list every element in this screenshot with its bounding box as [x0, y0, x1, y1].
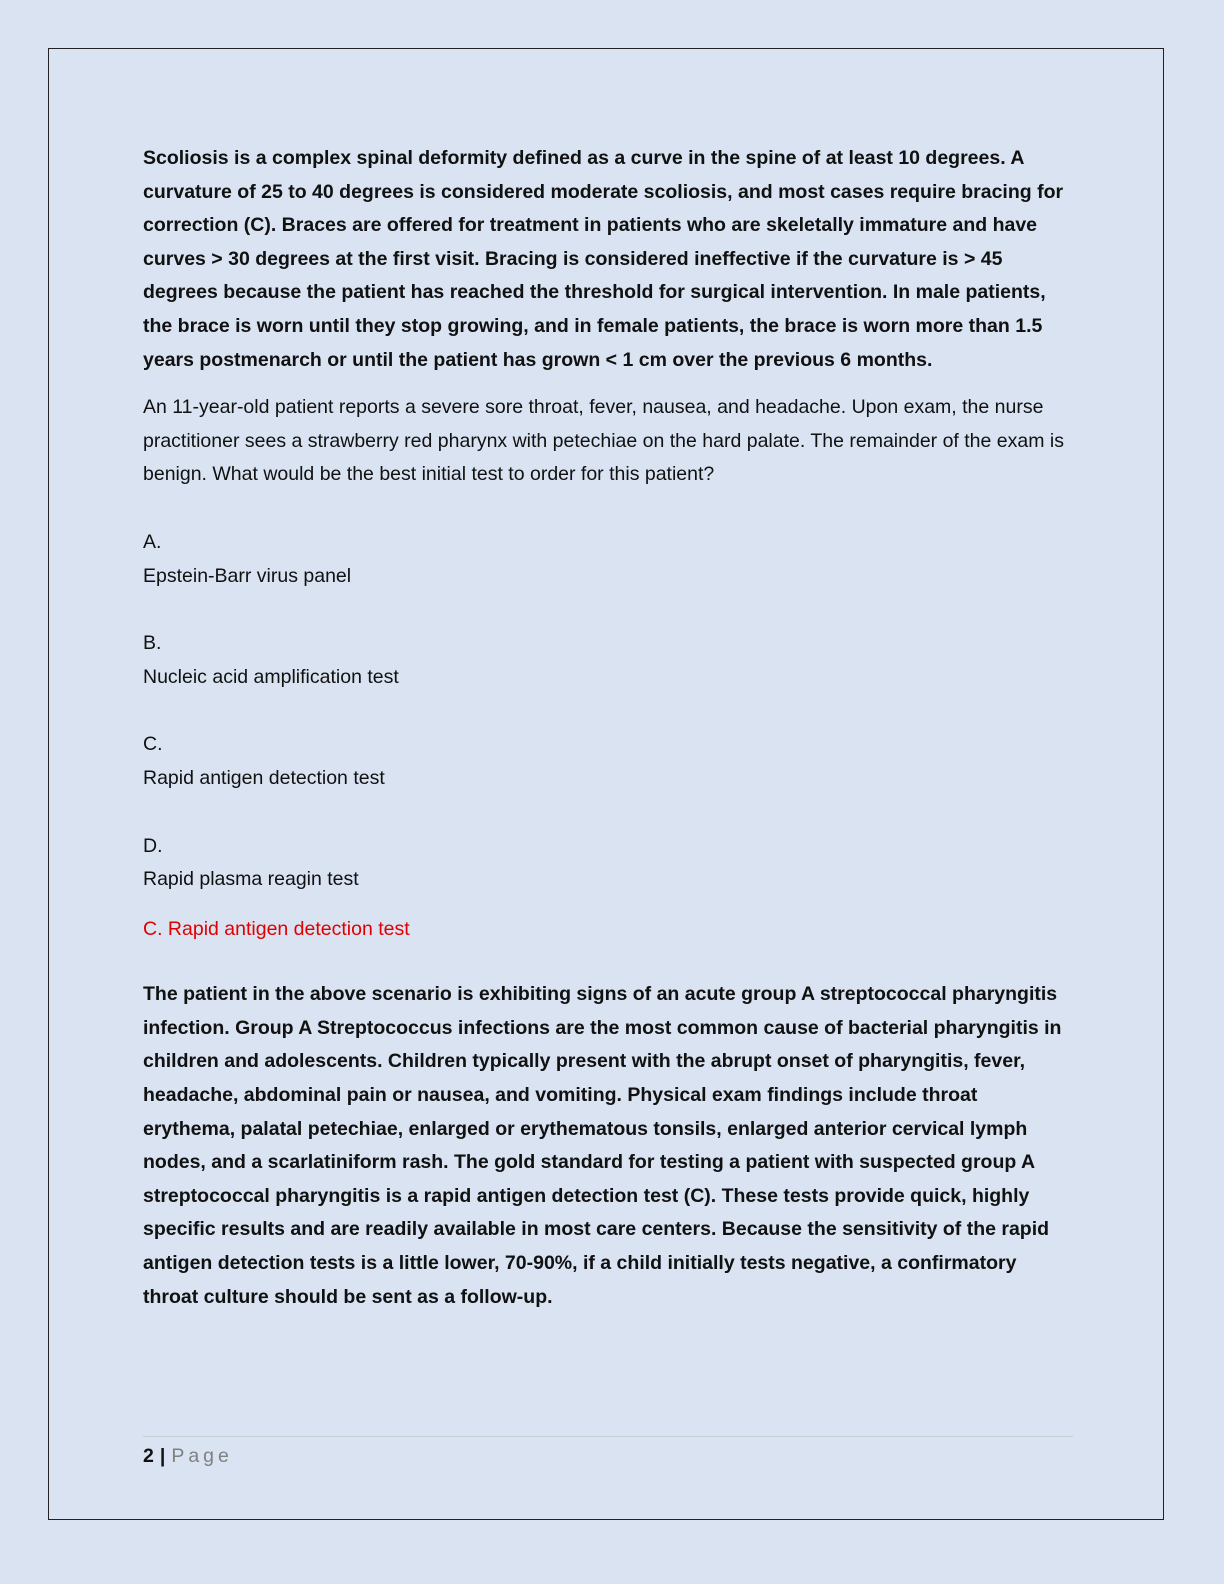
scoliosis-paragraph: Scoliosis is a complex spinal deformity defined as a curve in the spine of at least 10 degrees. A curvature of 25 to 40 degrees is considered moderate scoliosis, and most cases require bracing for correction (C). Braces are offered for treatment in patients who are skeletally immature and have curves > 30 degrees at the first visit. Bracing is considered ineffective if the curvature is > 45 degrees because the patient has reached the threshold for surgical intervention. In male patients, the brace is worn until they stop growing, and in female patients, the brace is worn more than 1.5 years postmenarch or until the patient has grown < 1 cm over the previous 6 months.	[143, 147, 1064, 371]
footer-separator: |	[159, 1445, 166, 1467]
page-label: Page	[171, 1445, 233, 1467]
explanation-paragraph: The patient in the above scenario is exhibiting signs of an acute group A streptococcal pharyngitis infection. Group A Streptococcus infections are the most common cause of bacterial pharyngitis in children and adolescents. Children typically present with the abrupt onset of pharyngitis, fever, headache, abdominal pain or nausea, and vomiting. Physical exam findings include throat erythema, palatal petechiae, enlarged or erythematous tonsils, enlarged anterior cervical lymph nodes, and a scarlatiniform rash. The gold standard for testing a patient with suspected group A streptococcal pharyngitis is a rapid antigen detection test (C). These tests provide quick, highly specific results and are readily available in most care centers. Because the sensitivity of the rapid antigen detection tests is a little lower, 70-90%, if a child initially tests negative, a confirmatory throat culture should be sent as a follow-up.	[143, 983, 1062, 1308]
option-text: Nucleic acid amplification test	[143, 665, 399, 688]
page-footer	[143, 1436, 1073, 1471]
option-text: Rapid antigen detection test	[143, 766, 385, 789]
option-c	[143, 728, 1073, 795]
option-b	[143, 627, 1073, 694]
document-content	[143, 142, 1073, 1314]
option-letter: B.	[143, 632, 162, 655]
option-letter: D.	[143, 834, 163, 857]
question-text: An 11-year-old patient reports a severe sore throat, fever, nausea, and headache. Upon exam, the nurse practitioner sees a strawberry red pharynx with petechiae on the hard palate. The remainder of the exam is benign. What would be the best initial test to order for this patient?	[143, 396, 1064, 486]
option-d	[143, 830, 1073, 897]
option-text: Epstein-Barr virus panel	[143, 564, 352, 587]
page-number: 2	[143, 1445, 154, 1467]
option-a	[143, 526, 1073, 593]
option-letter: C.	[143, 733, 163, 756]
answer-text: C. Rapid antigen detection test	[143, 917, 410, 940]
option-text: Rapid plasma reagin test	[143, 868, 359, 891]
option-letter: A.	[143, 530, 162, 553]
